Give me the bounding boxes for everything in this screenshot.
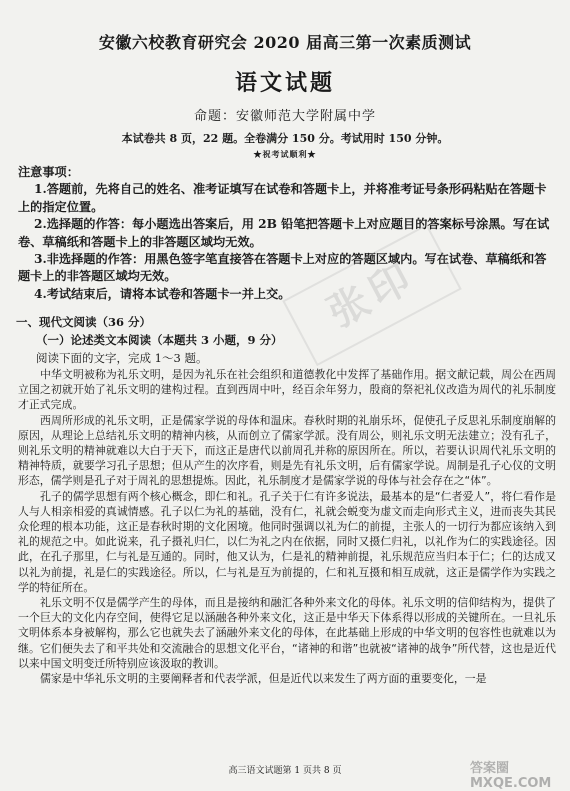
exam-title: 安徽六校教育研究会 2020 届高三第一次素质测试 (98, 33, 472, 52)
proposer-line: 命题：安徽师范大学附属中学 (193, 109, 376, 124)
passage-paragraph: 西周所形成的礼乐文明，正是儒家学说的母体和温床。春秋时期的礼崩乐坏，促使孔子反思礼乐制度崩解的原因，从理论上总结礼乐文明的精神内核，从而创立了儒家学派。没有周公，则礼乐文明无法建立；没有孔子，则礼乐文明的精神就难以大白于天下，而这正是唐代以前周孔并称的原因所在。所以，若要认识周代礼乐文明的精神特质，就要学习孔子思想；但从产生的次序看，则是先有礼乐文明，后有儒家学说。周制是孔子心仪的文明形态，儒学则是孔子对于周礼的思想提炼。因此，礼乐制度才是儒家学说的母体与社会存在之“体”。 (18, 413, 556, 488)
notice-item: 3.非选择题的作答：用黑色签字笔直接答在答题卡上对应的答题区域内。写在试卷、草稿纸和答题卡上的非答题区域均无效。 (18, 252, 547, 284)
page-footer: 高三语文试题第 1 页共 8 页 (228, 766, 342, 776)
passage-paragraph: 中华文明被称为礼乐文明，是因为礼乐在社会组织和道德教化中发挥了基础作用。据文献记载，周公在西周立国之初就开始了礼乐文明的建构过程。直到西周中叶，经百余年努力，殷商的祭祀礼仪改造为周代的礼乐制度才正式完成。 (18, 368, 556, 412)
passage-paragraph: 礼乐文明不仅是儒学产生的母体，而且是接纳和融汇各种外来文化的母体。礼乐文明的信仰结构为，提供了一个巨大的文化内存空间，使得它足以涵融各种外来文化，这正是中华天下体系得以形成的关键所在。一旦礼乐文明体系本身被解构，那么它也就失去了涵融外来文化的母体，在此基础上形成的中华文明的包容性也就难以为继。它们便失去了和平共处和交流融合的思想文化平台，“诸神的和谐”也就被“诸神的战争”所代替，这也是近代以来中国文明变迁所特别应该汲取的教训。 (18, 596, 556, 670)
paper-info: 本试卷共 8 页，22 题。全卷满分 150 分。考试用时 150 分钟。 (121, 132, 449, 145)
subsection-heading: （一）论述类文本阅读（本题共 3 小题，9 分） (36, 333, 283, 347)
notice-item: 1.答题前，先将自己的姓名、准考证填写在试卷和答题卡上，并将准考证号条形码粘贴在答题卡上的指定位置。 (18, 182, 547, 214)
subject-title: 语文试题 (234, 70, 335, 96)
notice-heading: 注意事项： (18, 165, 79, 179)
site-watermark: 答案圈 MXQE.COM (470, 761, 552, 791)
reading-instruction: 阅读下面的文字，完成 1～3 题。 (36, 351, 208, 365)
passage-paragraph: 孔子的儒学思想有两个核心概念，即仁和礼。孔子关于仁有许多说法，最基本的是“仁者爱人”，将仁看作是人与人相亲相爱的真诚情感。孔子以仁为礼的基础，没有仁，礼就会蜕变为虚文而走向形式主义，进而丧失其民众伦理的根本功能，这正是春秋时期的文化困境。他同时强调以礼为仁的前提，主张人的一切行为都应该纳入到礼的规范之中。如此说来，孔子摄礼归仁，以仁为礼之内在依据，同时又摄仁归礼，以礼作为仁的实践途径。因此，在孔子那里，仁与礼是互通的。同时，他又认为，仁是礼的精神前提，礼乐规范应当归本于仁；仁的达成又以礼为前提，礼是仁的实践途径。所以，仁与礼是互为前提的，仁和礼互摄和相互成就，这正是儒学作为实践之学的特征所在。 (18, 489, 556, 594)
notice-block (18, 164, 558, 303)
wish-line: ★祝考试顺利★ (253, 149, 317, 159)
section-heading: 一、现代文阅读（36 分） (16, 315, 152, 329)
notice-item: 4.考试结束后，请将本试卷和答题卡一并上交。 (34, 286, 291, 301)
reading-passage (18, 367, 556, 686)
passage-paragraph: 儒家是中华礼乐文明的主要阐释者和代表学派，但是近代以来发生了两方面的重要变化，一是 (40, 672, 487, 686)
stamp-watermark: 张印 (282, 224, 462, 366)
notice-item: 2.选择题的作答：每小题选出答案后，用 2B 铅笔把答题卡上对应题目的答案标号涂黑。写在试卷、草稿纸和答题卡上的非答题区域均无效。 (18, 217, 550, 249)
